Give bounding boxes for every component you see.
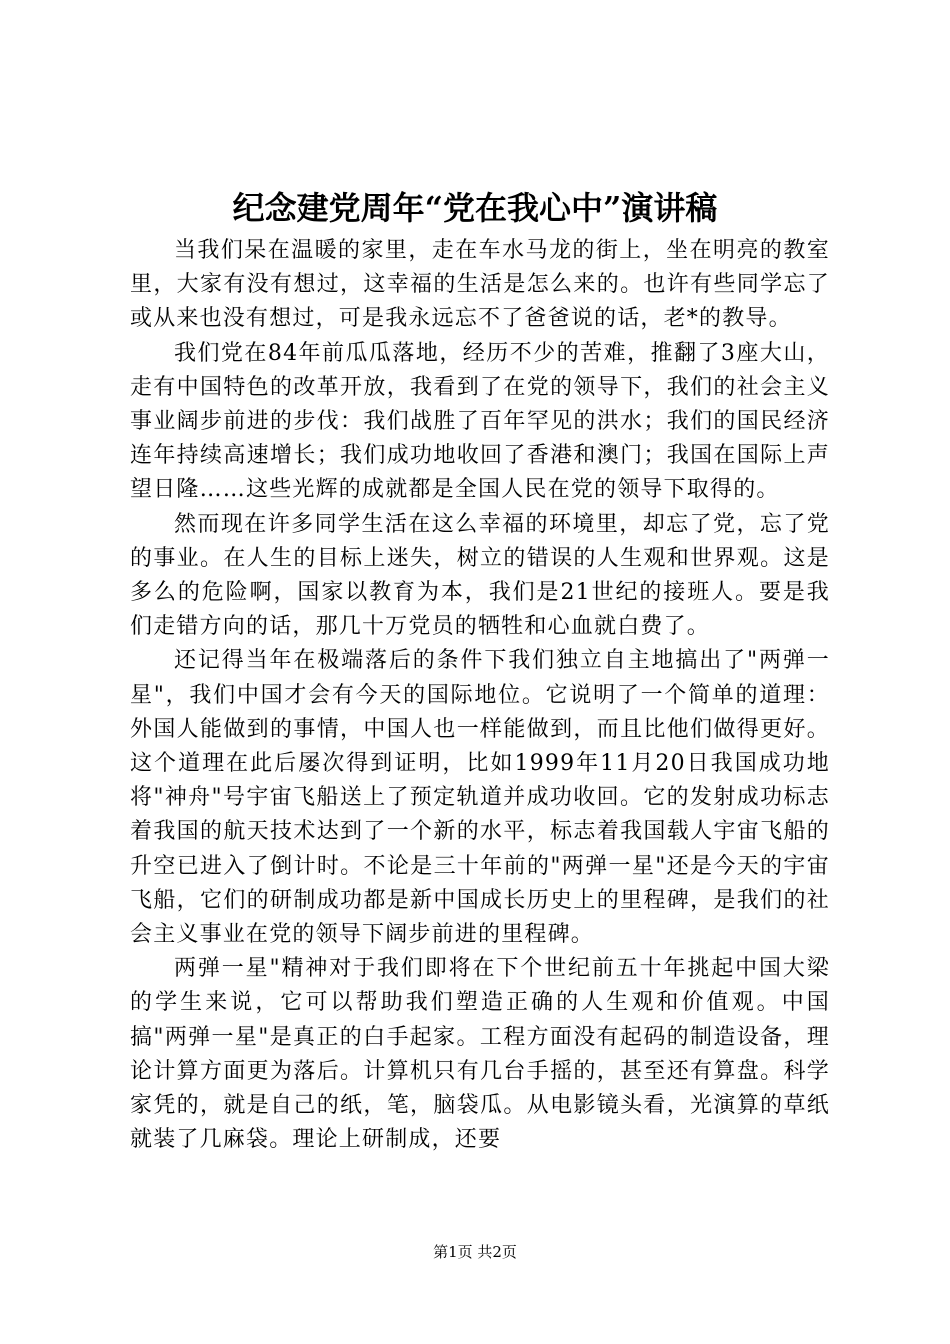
paragraph: 还记得当年在极端落后的条件下我们独立自主地搞出了"两弹一星"，我们中国才会有今天的国际地位。它说明了一个简单的道理：外国人能做到的事情，中国人也一样能做到，而且比他们做得更好。这个道理在此后屡次得到证明，比如1999年11月20日我国成功地将"神舟"号宇宙飞船送上了预定轨道并成功收回。它的发射成功标志着我国的航天技术达到了一个新的水平，标志着我国载人宇宙飞船的升空已进入了倒计时。不论是三十年前的"两弹一星"还是今天的宇宙飞船，它们的研制成功都是新中国成长历史上的里程碑，是我们的社会主义事业在党的领导下阔步前进的里程碑。	[130, 648, 830, 948]
paragraph: 我们党在84年前瓜瓜落地，经历不少的苦难，推翻了3座大山，走有中国特色的改革开放，我看到了在党的领导下，我们的社会主义事业阔步前进的步伐：我们战胜了百年罕见的洪水；我们的国民经济连年持续高速增长；我们成功地收回了香港和澳门；我国在国际上声望日隆……这些光辉的成就都是全国人民在党的领导下取得的。	[130, 340, 830, 503]
paragraph: 两弹一星"精神对于我们即将在下个世纪前五十年挑起中国大梁的学生来说，它可以帮助我们塑造正确的人生观和价值观。中国搞"两弹一星"是真正的白手起家。工程方面没有起码的制造设备，理论计算方面更为落后。计算机只有几台手摇的，甚至还有算盘。科学家凭的，就是自己的纸，笔，脑袋瓜。从电影镜头看，光演算的草纸就装了几麻袋。理论上研制成，还要	[130, 956, 830, 1153]
document-body	[130, 234, 830, 1157]
document-title: 纪念建党周年“党在我心中”演讲稿	[232, 189, 718, 227]
paragraph: 当我们呆在温暖的家里，走在车水马龙的街上，坐在明亮的教室里，大家有没有想过，这幸福的生活是怎么来的。也许有些同学忘了或从来也没有想过，可是我永远忘不了爸爸说的话，老*的教导。	[130, 238, 830, 332]
paragraph: 然而现在许多同学生活在这么幸福的环境里，却忘了党，忘了党的事业。在人生的目标上迷失，树立的错误的人生观和世界观。这是多么的危险啊，国家以教育为本，我们是21世纪的接班人。要是我们走错方向的话，那几十万党员的牺牲和心血就白费了。	[130, 511, 830, 640]
page-footer: 第1页 共2页	[433, 1243, 517, 1261]
